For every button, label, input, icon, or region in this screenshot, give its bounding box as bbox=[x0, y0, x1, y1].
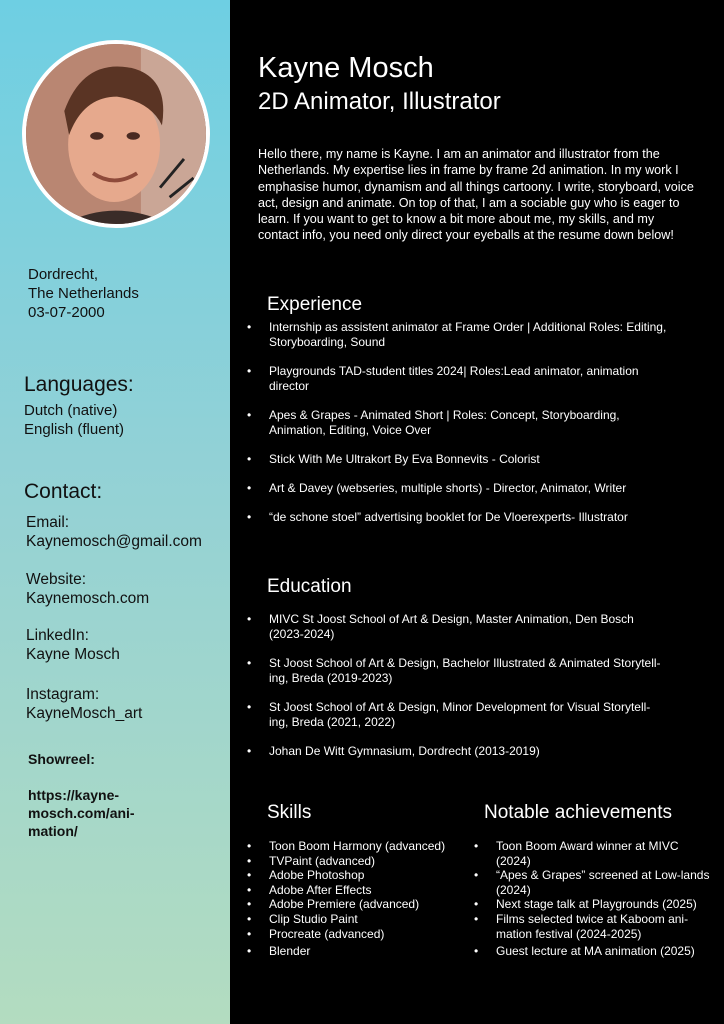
list-item: • Procreate (advanced) bbox=[247, 927, 467, 942]
list-item: • Adobe Photoshop bbox=[247, 868, 467, 883]
email-label: Email: bbox=[26, 514, 70, 531]
email-block bbox=[26, 513, 202, 551]
showreel-url-line: https://kayne- bbox=[28, 787, 120, 803]
location-country: The Netherlands bbox=[28, 285, 139, 302]
showreel-url-line: mosch.com/ani- bbox=[28, 805, 135, 821]
main-content bbox=[230, 0, 724, 1024]
list-item: • Art & Davey (webseries, multiple shorts) - Director, Animator, Writer bbox=[247, 481, 667, 496]
education-list bbox=[247, 612, 667, 759]
list-item: • Internship as assistent animator at Frame Order | Additional Roles: Editing, Storyboarding, Sound bbox=[247, 320, 667, 350]
language-item: English (fluent) bbox=[24, 421, 125, 438]
list-item: • TVPaint (advanced) bbox=[247, 854, 467, 869]
profile-photo bbox=[22, 40, 210, 228]
list-item: • “de schone stoel” advertising booklet for De Vloerexperts- Illustrator bbox=[247, 510, 667, 525]
showreel-url-line: mation/ bbox=[28, 823, 78, 839]
list-item: • Johan De Witt Gymnasium, Dordrecht (2013-2019) bbox=[247, 744, 667, 759]
website-link[interactable]: Kaynemosch.com bbox=[26, 590, 150, 607]
location-city: Dordrecht, bbox=[28, 266, 99, 283]
list-item: • Adobe After Effects bbox=[247, 883, 467, 898]
contact-heading: Contact: bbox=[24, 480, 103, 503]
education-heading: Education bbox=[267, 576, 352, 597]
experience-heading: Experience bbox=[267, 294, 363, 315]
list-item: • Apes & Grapes - Animated Short | Roles: Concept, Storyboarding, Animation, Editing, Voice Over bbox=[247, 408, 667, 438]
role-subtitle: 2D Animator, Illustrator bbox=[258, 88, 501, 115]
list-item: • Guest lecture at MA animation (2025) bbox=[474, 944, 710, 959]
website-block bbox=[26, 570, 149, 608]
list-item: • St Joost School of Art & Design, Minor Development for Visual Storytell-ing, Breda (2021, 2022) bbox=[247, 700, 667, 730]
showreel-link[interactable] bbox=[28, 786, 135, 840]
list-item: • Adobe Premiere (advanced) bbox=[247, 897, 467, 912]
instagram-label: Instagram: bbox=[26, 686, 100, 703]
languages-heading: Languages: bbox=[24, 373, 134, 396]
intro-paragraph: Hello there, my name is Kayne. I am an animator and illustrator from the Netherlands. My expertise lies in frame by frame 2d animation. In my work I emphasise humor, dynamism and all things cartoony. I write, storyboard, voice act, design and animate. On top of that, I am a sociable guy who is eager to learn. If you want to get to know a bit more about me, my skills, and my contact info, you need only direct your eyeballs at the resume down below! bbox=[258, 147, 694, 243]
portrait-illustration bbox=[26, 44, 206, 224]
showreel-label: Showreel: bbox=[28, 751, 95, 767]
list-item: • Toon Boom Harmony (advanced) bbox=[247, 839, 467, 854]
instagram-block bbox=[26, 685, 142, 723]
website-label: Website: bbox=[26, 571, 87, 588]
list-item: • St Joost School of Art & Design, Bachelor Illustrated & Animated Storytell-ing, Breda (2019-2023) bbox=[247, 656, 667, 686]
linkedin-link[interactable]: Kayne Mosch bbox=[26, 646, 120, 663]
skills-heading: Skills bbox=[267, 802, 312, 823]
list-item: • Playgrounds TAD-student titles 2024| Roles:Lead animator, animation director bbox=[247, 364, 667, 394]
achievements-list bbox=[474, 839, 710, 959]
list-item: • Next stage talk at Playgrounds (2025) bbox=[474, 897, 710, 912]
linkedin-label: LinkedIn: bbox=[26, 627, 89, 644]
name-title: Kayne Mosch bbox=[258, 52, 434, 84]
location-birthdate bbox=[28, 265, 139, 322]
list-item: • Stick With Me Ultrakort By Eva Bonnevits - Colorist bbox=[247, 452, 667, 467]
list-item: • “Apes & Grapes” screened at Low-lands (2024) bbox=[474, 868, 710, 897]
achievements-heading: Notable achievements bbox=[484, 802, 672, 823]
language-item: Dutch (native) bbox=[24, 402, 118, 419]
list-item: • MIVC St Joost School of Art & Design, Master Animation, Den Bosch (2023-2024) bbox=[247, 612, 667, 642]
email-value[interactable]: Kaynemosch@gmail.com bbox=[26, 533, 202, 550]
list-item: • Blender bbox=[247, 944, 467, 959]
birthdate: 03-07-2000 bbox=[28, 304, 105, 321]
instagram-link[interactable]: KayneMosch_art bbox=[26, 705, 143, 722]
list-item: • Toon Boom Award winner at MIVC (2024) bbox=[474, 839, 710, 868]
sidebar bbox=[0, 0, 230, 1024]
experience-list bbox=[247, 320, 667, 525]
skills-list bbox=[247, 839, 467, 959]
linkedin-block bbox=[26, 626, 120, 664]
list-item: • Clip Studio Paint bbox=[247, 912, 467, 927]
list-item: • Films selected twice at Kaboom ani-mation festival (2024-2025) bbox=[474, 912, 710, 941]
